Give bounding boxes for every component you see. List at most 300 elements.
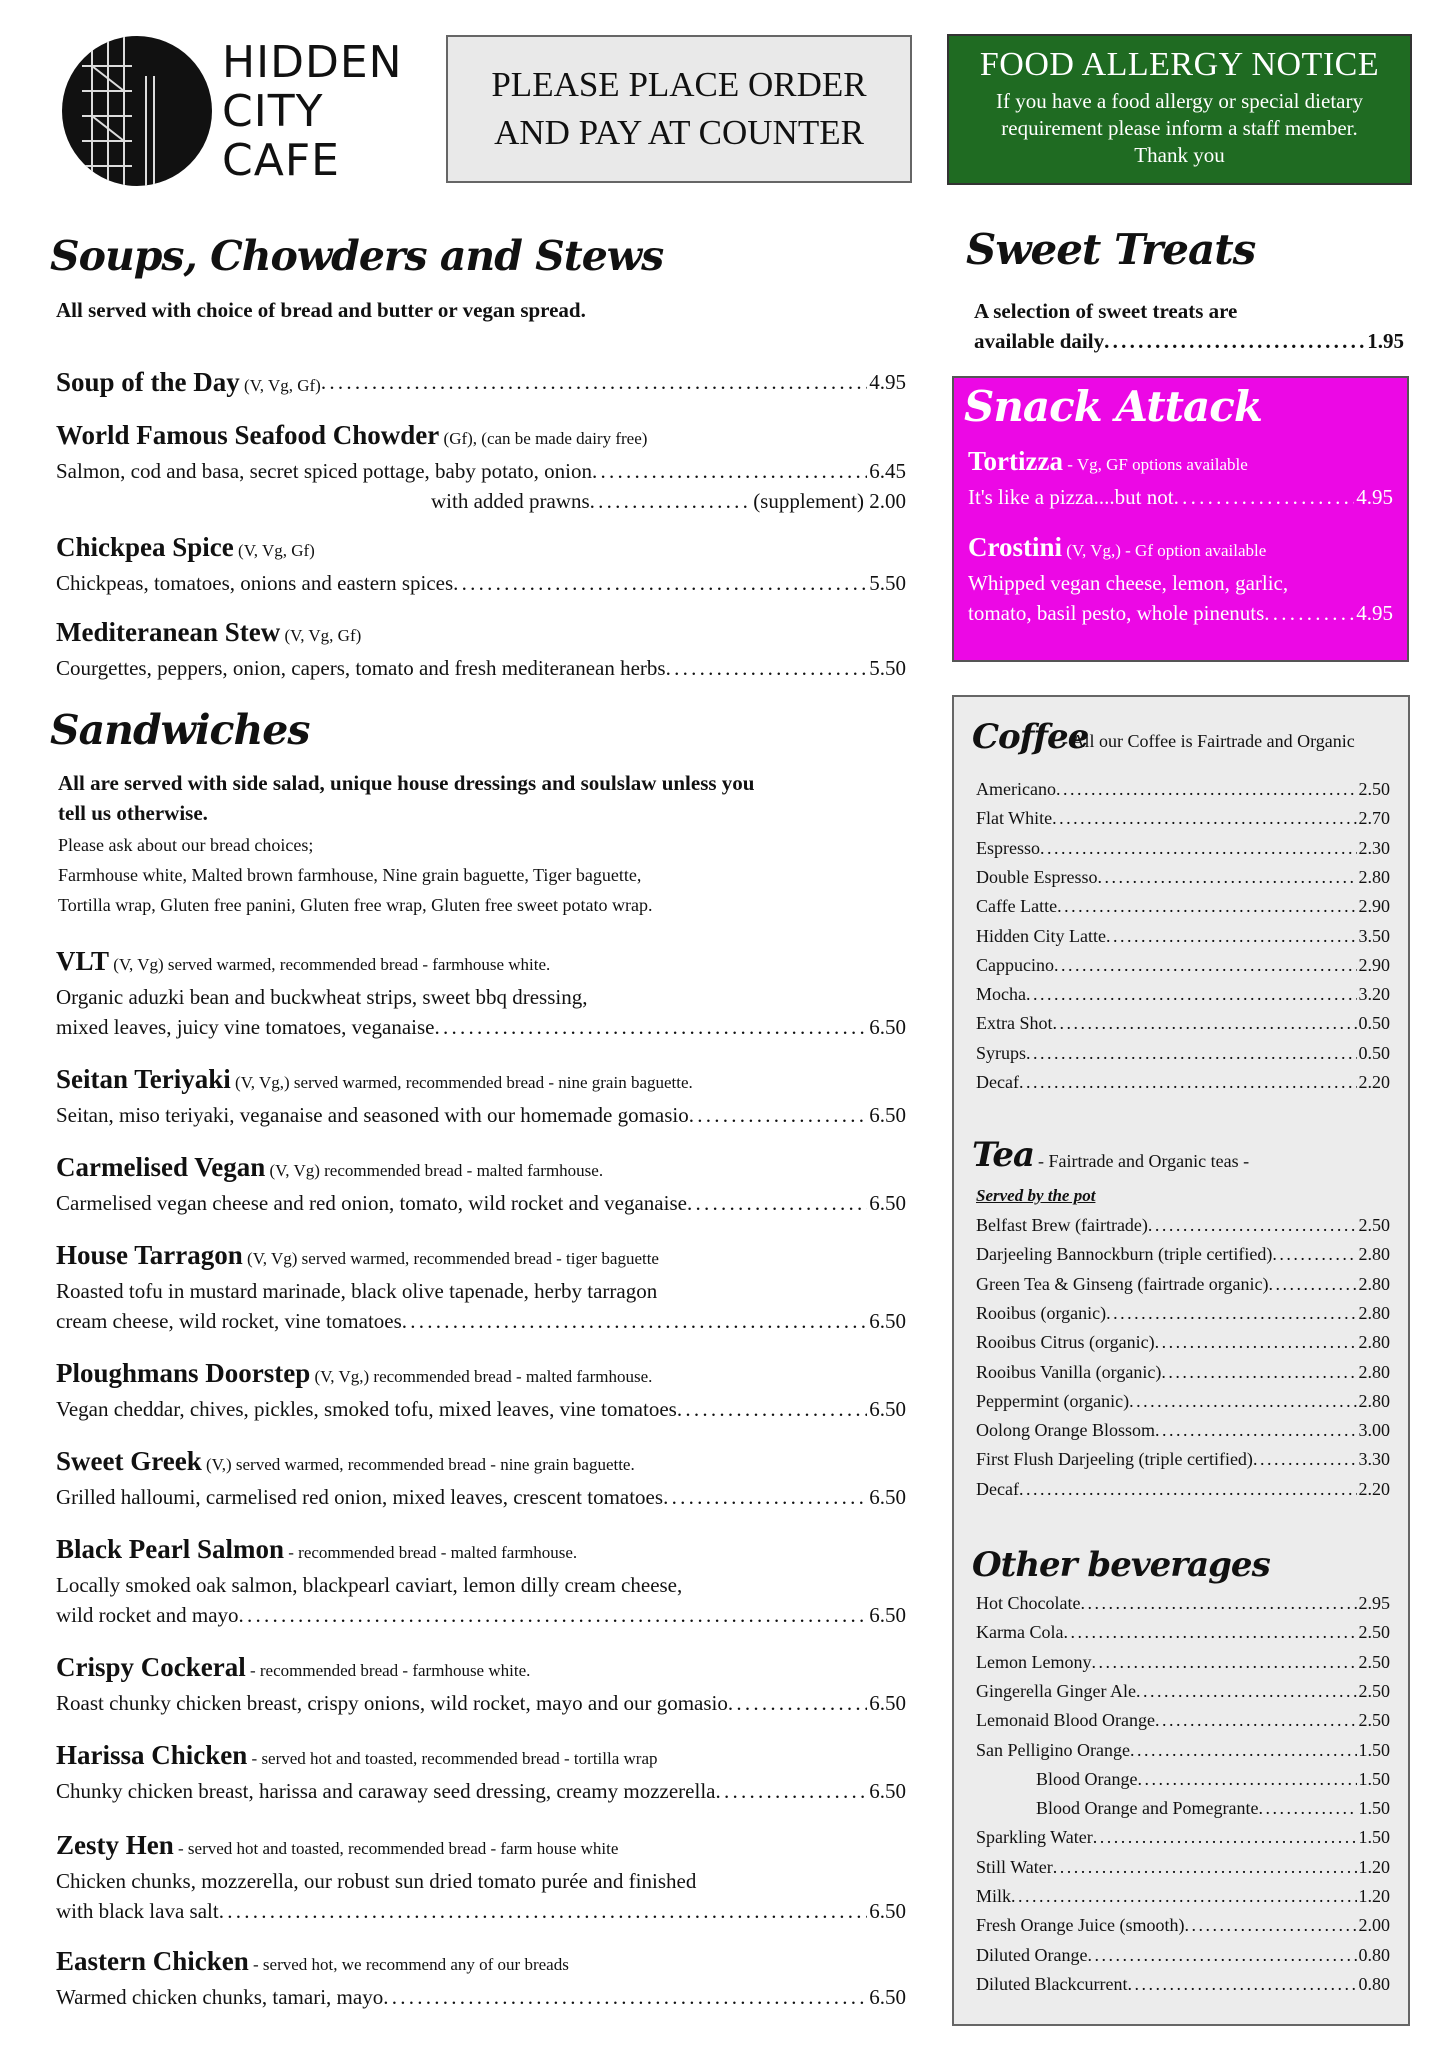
item-qualifier: (Gf), (can be made dairy free) [439, 429, 648, 448]
drink-name: Syrups [976, 1042, 1027, 1063]
item-name: Mediteranean Stew [56, 617, 281, 647]
leader-dots [1258, 1794, 1356, 1823]
leader-dots [1106, 1299, 1356, 1328]
drink-price: 3.00 [1358, 1420, 1390, 1441]
other-beverages-title: Other beverages [972, 1545, 1270, 1585]
drink-name: Flat White [976, 808, 1053, 829]
drink-price: 2.20 [1358, 1478, 1390, 1499]
item-description-line [56, 1012, 906, 1042]
allergy-line: requirement please inform a staff member. [1001, 116, 1358, 140]
drink-row [976, 1706, 1390, 1735]
item-name: Eastern Chicken [56, 1946, 249, 1976]
drink-price: 2.50 [1358, 1651, 1390, 1672]
drink-line [976, 804, 1390, 833]
item-price: 1.95 [1367, 329, 1404, 353]
menu-item [56, 1532, 906, 1630]
drink-price: 2.90 [1358, 896, 1390, 917]
drink-price: 2.50 [1358, 1622, 1390, 1643]
tea-served-note: Served by the pot [976, 1186, 1096, 1205]
drink-row [976, 1823, 1390, 1852]
item-description: Roast chunky chicken breast, crispy onions, wild rocket, mayo and our gomasio [56, 1691, 728, 1715]
drink-name: Green Tea & Ginseng (fairtrade organic) [976, 1273, 1269, 1294]
leader-dots [689, 1100, 867, 1130]
menu-item [56, 944, 906, 1042]
drink-row [976, 1009, 1390, 1038]
item-description-line [968, 598, 1393, 628]
drink-line [1036, 1794, 1390, 1823]
item-heading [56, 1532, 906, 1570]
drink-line [976, 1911, 1390, 1940]
leader-dots [1080, 1589, 1356, 1618]
drink-price: 0.50 [1358, 1013, 1390, 1034]
item-name: Crispy Cockeral [56, 1652, 246, 1682]
leader-dots [1174, 482, 1355, 512]
menu-item-seafood-chowder [56, 418, 906, 516]
item-name: Harissa Chicken [56, 1740, 248, 1770]
drink-row [976, 1911, 1390, 1940]
item-description: Locally smoked oak salmon, blackpearl caviart, lemon dilly cream cheese, [56, 1573, 683, 1597]
drink-name: First Flush Darjeeling (triple certified) [976, 1449, 1253, 1470]
item-description: Chickpeas, tomatoes, onions and eastern spices [56, 571, 454, 595]
drink-price: 2.80 [1358, 1390, 1390, 1411]
item-price: 4.95 [1356, 485, 1393, 509]
drink-row [976, 1416, 1390, 1445]
item-description-line [56, 1776, 906, 1806]
fire-escape-icon [62, 36, 212, 186]
item-price: 4.95 [869, 370, 906, 394]
drink-price: 2.90 [1358, 954, 1390, 975]
item-qualifier: (V, Vg,) - Gf option available [1062, 541, 1267, 560]
leader-dots [402, 1306, 867, 1336]
drink-name: Milk [976, 1886, 1012, 1906]
drink-price: 3.50 [1358, 925, 1390, 946]
drink-name: Diluted Blackcurrent [976, 1973, 1128, 1994]
leader-dots [715, 1776, 867, 1806]
leader-dots [1052, 804, 1356, 833]
leader-dots [1063, 1618, 1356, 1647]
item-description: It's like a pizza....but not [968, 485, 1174, 509]
drink-name: Fresh Orange Juice (smooth) [976, 1915, 1185, 1936]
drink-name: San Pelligino Orange [976, 1739, 1130, 1760]
drink-line [976, 863, 1390, 892]
drink-price: 1.50 [1358, 1798, 1390, 1819]
drink-name: Diluted Orange [976, 1944, 1088, 1965]
item-heading [56, 1062, 906, 1100]
drink-price: 1.50 [1358, 1827, 1390, 1848]
drink-row [976, 892, 1390, 921]
item-name: Sweet Greek [56, 1446, 202, 1476]
item-description-line [56, 1896, 906, 1926]
drink-line [976, 1358, 1390, 1387]
leader-dots [728, 1688, 867, 1718]
drink-line [976, 1328, 1390, 1357]
leader-dots [434, 1012, 867, 1042]
drink-name: Karma Cola [976, 1622, 1064, 1643]
item-description: tomato, basil pesto, whole pinenuts [968, 601, 1265, 625]
item-heading [56, 1444, 906, 1482]
item-description-line [968, 482, 1393, 512]
drink-price: 2.80 [1358, 1244, 1390, 1265]
item-price: 6.50 [869, 1603, 906, 1627]
drink-price: 2.20 [1358, 1072, 1390, 1092]
tea-title: Tea [972, 1135, 1035, 1175]
drink-row [1036, 1794, 1390, 1823]
drink-line [976, 1970, 1390, 1999]
item-qualifier: (V, Vg) recommended bread - malted farmhouse. [265, 1161, 604, 1180]
item-price: 6.50 [869, 1485, 906, 1509]
logo-line: CITY [222, 86, 324, 137]
drink-price: 0.80 [1358, 1973, 1390, 1994]
drink-name: Extra Shot [976, 1013, 1053, 1034]
drink-price: 2.80 [1358, 1332, 1390, 1353]
item-qualifier: - recommended bread - malted farmhouse. [284, 1543, 578, 1562]
leader-dots [1026, 1039, 1356, 1068]
leader-dots [1264, 598, 1354, 628]
leader-dots [1054, 951, 1357, 980]
drink-name: Caffe Latte [976, 896, 1058, 917]
item-name: World Famous Seafood Chowder [56, 420, 440, 450]
item-name: Ploughmans Doorstep [56, 1358, 311, 1388]
drink-line [976, 951, 1390, 980]
drink-row [976, 1211, 1390, 1240]
menu-item [56, 1828, 906, 1926]
drink-name: Oolong Orange Blossom [976, 1420, 1155, 1441]
drink-line [976, 980, 1390, 1009]
drink-line [976, 1648, 1390, 1677]
sandwiches-subtitle-line: All are served with side salad, unique house dressings and soulslaw unless you [58, 771, 755, 795]
drink-price: 2.80 [1358, 1361, 1390, 1382]
leader-dots [1129, 1387, 1356, 1416]
item-description: wild rocket and mayo [56, 1603, 239, 1627]
drink-row [976, 863, 1390, 892]
order-notice [446, 35, 912, 183]
drink-row [976, 1068, 1390, 1097]
item-heading [56, 1944, 906, 1982]
sweet-treats-line: available daily [974, 329, 1105, 353]
drink-name: Lemon Lemony [976, 1651, 1092, 1672]
leader-dots [1026, 980, 1357, 1009]
item-description: Seitan, miso teriyaki, veganaise and seasoned with our homemade gomasio [56, 1103, 689, 1127]
item-price: 6.50 [869, 1309, 906, 1333]
drink-price: 1.50 [1358, 1739, 1390, 1760]
leader-dots [1155, 1706, 1357, 1735]
item-description-line [56, 1600, 906, 1630]
drink-row [976, 1240, 1390, 1269]
leader-dots [1137, 1765, 1356, 1794]
bread-choices-note [58, 830, 653, 920]
item-description: Courgettes, peppers, onion, capers, tomato and fresh mediteranean herbs [56, 656, 666, 680]
item-qualifier: - served hot and toasted, recommended bread - tortilla wrap [247, 1749, 658, 1768]
leader-dots [383, 1982, 867, 2012]
leader-dots [677, 1394, 867, 1424]
drink-name: Sparkling Water [976, 1827, 1093, 1848]
leader-dots [1019, 1068, 1357, 1097]
sandwiches-title: Sandwiches [50, 706, 310, 754]
drink-row [976, 1941, 1390, 1970]
item-heading [56, 944, 906, 982]
leader-dots [1091, 1648, 1356, 1677]
item-name: Tortizza [968, 446, 1063, 476]
item-price: 6.50 [869, 1899, 906, 1923]
item-name: VLT [56, 946, 110, 976]
drink-line [976, 1416, 1390, 1445]
drink-row [976, 951, 1390, 980]
sweet-treats-desc [974, 296, 1404, 356]
drink-price: 0.80 [1358, 1944, 1390, 1965]
drink-name: Rooibus Citrus (organic) [976, 1332, 1155, 1353]
leader-dots [1053, 1853, 1357, 1882]
drink-row [976, 1853, 1390, 1882]
item-price: 6.50 [869, 1103, 906, 1127]
item-description: Warmed chicken chunks, tamari, mayo [56, 1985, 384, 2009]
drink-name: Gingerella Ginger Ale [976, 1680, 1136, 1701]
drink-line [976, 922, 1390, 951]
drink-name: Still Water [976, 1856, 1053, 1877]
drink-name: Lemonaid Blood Orange [976, 1710, 1155, 1731]
drink-row [976, 1270, 1390, 1299]
drink-row [976, 1589, 1390, 1618]
logo-emblem [62, 36, 212, 186]
drink-name: Rooibus Vanilla (organic) [976, 1361, 1162, 1382]
drink-line [976, 1240, 1390, 1269]
menu-item-mediteranean-stew [56, 615, 906, 683]
leader-dots [687, 1188, 867, 1218]
item-description-line [56, 1982, 906, 2012]
item-heading [56, 1356, 906, 1394]
drink-line [976, 1068, 1390, 1097]
item-price: 6.50 [869, 1691, 906, 1715]
sweet-treats-line: A selection of sweet treats are [974, 299, 1238, 323]
leader-dots [1253, 1445, 1357, 1474]
drink-row [976, 1648, 1390, 1677]
leader-dots [239, 1600, 868, 1630]
drink-price: 2.50 [1358, 1215, 1390, 1235]
drink-price: 2.00 [1358, 1915, 1390, 1936]
drink-row [976, 980, 1390, 1009]
drink-price: 1.20 [1358, 1856, 1390, 1877]
item-heading [56, 1238, 906, 1276]
item-qualifier: (V, Vg, Gf) [239, 376, 321, 395]
drink-row [976, 1387, 1390, 1416]
item-heading [56, 1738, 906, 1776]
item-description: Grilled halloumi, carmelised red onion, mixed leaves, crescent tomatoes [56, 1485, 664, 1509]
logo-line: HIDDEN [222, 37, 403, 88]
drink-row [976, 1445, 1390, 1474]
item-heading [968, 530, 1393, 568]
bread-note-line: Please ask about our bread choices; [58, 835, 314, 855]
leader-dots [1011, 1882, 1356, 1911]
menu-item [56, 1650, 906, 1718]
item-description: Carmelised vegan cheese and red onion, tomato, wild rocket and veganaise [56, 1191, 687, 1215]
item-description: with black lava salt [56, 1899, 219, 1923]
leader-dots [1161, 1358, 1356, 1387]
item-heading [56, 1150, 906, 1188]
drink-price: 2.70 [1358, 808, 1390, 829]
item-description: Roasted tofu in mustard marinade, black olive tapenade, herby tarragon [56, 1279, 658, 1303]
drink-name: Decaf [976, 1072, 1019, 1092]
leader-dots [1093, 1823, 1357, 1852]
item-name: Seitan Teriyaki [56, 1064, 231, 1094]
drink-line [976, 834, 1390, 863]
drink-name: Peppermint (organic) [976, 1390, 1130, 1411]
coffee-subtitle: - All our Coffee is Fairtrade and Organic [1062, 731, 1355, 751]
drink-line [976, 1211, 1390, 1240]
snack-attack-title: Snack Attack [964, 382, 1262, 431]
drink-line [1036, 1765, 1390, 1794]
item-name: Crostini [968, 532, 1063, 562]
item-description: Vegan cheddar, chives, pickles, smoked tofu, mixed leaves, vine tomatoes [56, 1397, 677, 1421]
menu-item [968, 444, 1393, 512]
item-price: 5.50 [869, 571, 906, 595]
item-description-line [56, 1188, 906, 1218]
item-qualifier: - Vg, GF options available [1062, 455, 1248, 474]
drink-name: Hot Chocolate [976, 1593, 1081, 1613]
drink-price: 2.95 [1358, 1593, 1390, 1613]
drink-row [976, 834, 1390, 863]
sweet-treats-title: Sweet Treats [966, 225, 1256, 274]
menu-item [56, 1738, 906, 1806]
drink-name: Espresso [976, 837, 1040, 858]
drink-row [976, 1475, 1390, 1504]
item-description-line [56, 1394, 906, 1424]
drink-row [976, 1299, 1390, 1328]
bread-note-line: Farmhouse white, Malted brown farmhouse, Nine grain baguette, Tiger baguette, [58, 865, 642, 885]
drink-line [976, 892, 1390, 921]
drink-line [976, 1299, 1390, 1328]
drink-price: 2.50 [1358, 1680, 1390, 1701]
item-heading [56, 1828, 906, 1866]
drink-price: 2.30 [1358, 837, 1390, 858]
item-name: Chickpea Spice [56, 532, 234, 562]
drink-line [976, 1618, 1390, 1647]
drink-line [976, 1823, 1390, 1852]
sandwiches-subtitle [58, 768, 754, 828]
item-qualifier: - recommended bread - farmhouse white. [245, 1661, 531, 1680]
menu-item [968, 530, 1393, 628]
item-price: 6.50 [869, 1779, 906, 1803]
item-description-line [56, 1100, 906, 1130]
drink-row [976, 1882, 1390, 1911]
item-description-line [56, 1482, 906, 1512]
drink-line [976, 1941, 1390, 1970]
item-heading [56, 1650, 906, 1688]
leader-dots [1155, 1416, 1357, 1445]
drink-name: Cappucino [976, 954, 1054, 975]
drink-line [976, 1270, 1390, 1299]
item-price: 5.50 [869, 656, 906, 680]
item-description-line [56, 1688, 906, 1718]
drink-line [976, 1882, 1390, 1911]
drink-row [976, 1358, 1390, 1387]
menu-item [56, 1238, 906, 1336]
leader-dots [1184, 1911, 1356, 1940]
menu-item [56, 1944, 906, 2012]
drink-row [976, 1736, 1390, 1765]
leader-dots [1136, 1677, 1357, 1706]
drink-name: Decaf [976, 1478, 1019, 1499]
drink-line [976, 1853, 1390, 1882]
menu-item-soup-of-the-day [56, 364, 906, 404]
item-extra-price: (supplement) 2.00 [753, 489, 906, 513]
item-description: Chicken chunks, mozzerella, our robust sun dried tomato purée and finished [56, 1869, 697, 1893]
item-qualifier: (V, Vg, Gf) [280, 626, 362, 645]
logo-wordmark [222, 38, 403, 185]
drink-row [976, 1677, 1390, 1706]
leader-dots [1272, 1240, 1356, 1269]
drinks-panel [952, 695, 1410, 2026]
menu-item [56, 1150, 906, 1218]
drink-price: 2.50 [1358, 1710, 1390, 1731]
drink-line [976, 775, 1390, 804]
drink-name: Hidden City Latte [976, 925, 1106, 946]
leader-dots [1130, 1736, 1357, 1765]
item-price: 6.50 [869, 1015, 906, 1039]
item-qualifier: (V, Vg, Gf) [233, 541, 315, 560]
order-notice-line: AND PAY AT COUNTER [494, 113, 864, 152]
order-notice-line: PLEASE PLACE ORDER [491, 65, 867, 104]
item-name: Carmelised Vegan [56, 1152, 266, 1182]
tea-subtitle: - Fairtrade and Organic teas - [1038, 1151, 1250, 1171]
drink-name: Rooibus (organic) [976, 1302, 1107, 1323]
soups-title: Soups, Chowders and Stews [50, 232, 664, 280]
drink-line [976, 1677, 1390, 1706]
item-description: Whipped vegan cheese, lemon, garlic, [968, 571, 1289, 595]
drink-price: 2.80 [1358, 866, 1390, 887]
drink-row [976, 1328, 1390, 1357]
leader-dots [1056, 775, 1357, 804]
leader-dots [1053, 1009, 1357, 1038]
drink-row [976, 775, 1390, 804]
drink-name: Americano [976, 779, 1056, 799]
drink-row [976, 804, 1390, 833]
item-description: Chunky chicken breast, harissa and caraway seed dressing, creamy mozzerella [56, 1779, 716, 1803]
item-name: Soup of the Day [56, 367, 240, 397]
leader-dots [1087, 1941, 1356, 1970]
drink-line [976, 1445, 1390, 1474]
item-qualifier: (V, Vg) served warmed, recommended bread - farmhouse white. [109, 955, 551, 974]
item-qualifier: (V, Vg) served warmed, recommended bread - tiger baguette [242, 1249, 659, 1268]
item-qualifier: (V, Vg,) recommended bread - malted farmhouse. [310, 1367, 653, 1386]
item-name: Zesty Hen [56, 1830, 174, 1860]
item-name: Black Pearl Salmon [56, 1534, 284, 1564]
menu-item [56, 1356, 906, 1424]
allergy-line: If you have a food allergy or special dietary [996, 89, 1363, 113]
item-heading [968, 444, 1393, 482]
drink-line [976, 1589, 1390, 1618]
drink-name: Blood Orange and Pomegrante [1036, 1798, 1259, 1819]
item-qualifier: - served hot, we recommend any of our breads [248, 1955, 569, 1974]
drink-row [976, 1039, 1390, 1068]
leader-dots [1106, 922, 1357, 951]
item-price: 6.50 [869, 1191, 906, 1215]
drink-line [976, 1009, 1390, 1038]
item-extra: with added prawns [431, 489, 590, 513]
drink-name: Mocha [976, 984, 1026, 1005]
drink-price: 2.80 [1358, 1302, 1390, 1323]
item-qualifier: - served hot and toasted, recommended bread - farm house white [173, 1839, 619, 1858]
item-price: 6.50 [869, 1397, 906, 1421]
snack-attack-panel [952, 376, 1409, 662]
item-description-line [56, 1306, 906, 1336]
allergy-line: Thank you [1134, 143, 1225, 167]
drink-price: 3.20 [1358, 984, 1390, 1005]
item-price: 6.50 [869, 1985, 906, 2009]
drink-row [1036, 1765, 1390, 1794]
item-qualifier: (V,) served warmed, recommended bread - nine grain baguette. [201, 1455, 635, 1474]
drink-line [976, 1706, 1390, 1735]
drink-price: 0.50 [1358, 1042, 1390, 1063]
drink-price: 2.80 [1358, 1273, 1390, 1294]
